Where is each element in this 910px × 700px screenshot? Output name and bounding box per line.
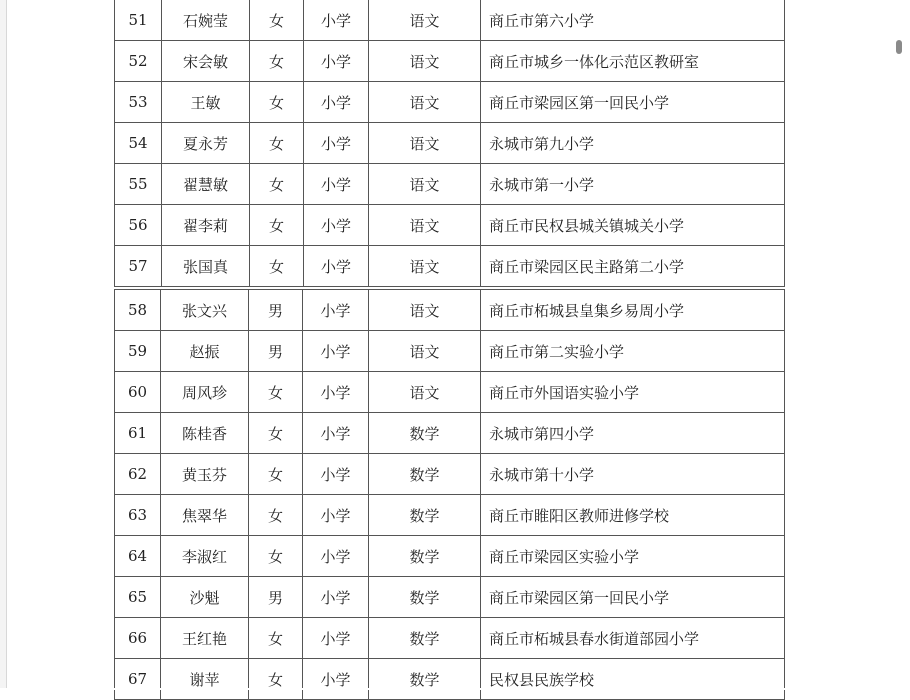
school-level-cell: 小学 xyxy=(303,618,369,659)
school-level-cell: 小学 xyxy=(303,536,369,577)
subject-cell: 语文 xyxy=(369,41,481,82)
gender-cell: 女 xyxy=(249,536,303,577)
work-unit-cell: 商丘市梁园区实验小学 xyxy=(481,536,785,577)
gender-cell: 女 xyxy=(249,659,303,700)
school-level-cell: 小学 xyxy=(304,41,369,82)
row-number-cell: 54 xyxy=(115,123,162,164)
gender-cell: 女 xyxy=(249,495,303,536)
subject-cell: 语文 xyxy=(369,290,481,331)
teacher-name-cell: 张文兴 xyxy=(161,290,249,331)
row-number-cell: 51 xyxy=(115,0,162,41)
table-row xyxy=(115,372,785,413)
work-unit-cell: 永城市第四小学 xyxy=(481,413,785,454)
subject-cell: 语文 xyxy=(369,246,481,287)
school-level-cell: 小学 xyxy=(304,0,369,41)
gender-cell: 女 xyxy=(250,246,304,287)
gender-cell: 女 xyxy=(250,123,304,164)
subject-cell: 数学 xyxy=(369,659,481,700)
subject-cell: 数学 xyxy=(369,536,481,577)
gender-cell: 女 xyxy=(249,413,303,454)
work-unit-cell: 商丘市第二实验小学 xyxy=(481,331,785,372)
row-number-cell: 60 xyxy=(115,372,161,413)
work-unit-cell: 民权县民族学校 xyxy=(481,659,785,700)
row-number-cell: 63 xyxy=(115,495,161,536)
teacher-name-cell: 石婉莹 xyxy=(162,0,250,41)
teacher-name-cell: 夏永芳 xyxy=(162,123,250,164)
gender-cell: 女 xyxy=(250,205,304,246)
subject-cell: 数学 xyxy=(369,413,481,454)
subject-cell: 语文 xyxy=(369,82,481,123)
row-number-cell: 59 xyxy=(115,331,161,372)
teacher-name-cell: 翟慧敏 xyxy=(162,164,250,205)
table-row xyxy=(115,577,785,618)
teacher-name-cell: 焦翠华 xyxy=(161,495,249,536)
school-level-cell: 小学 xyxy=(303,454,369,495)
row-number-cell: 55 xyxy=(115,164,162,205)
work-unit-cell: 永城市第九小学 xyxy=(481,123,785,164)
subject-cell: 数学 xyxy=(369,454,481,495)
gender-cell: 女 xyxy=(249,454,303,495)
row-number-cell: 57 xyxy=(115,246,162,287)
subject-cell: 语文 xyxy=(369,331,481,372)
teacher-name-cell: 李淑红 xyxy=(161,536,249,577)
subject-cell: 语文 xyxy=(369,0,481,41)
table-row xyxy=(115,331,785,372)
gender-cell: 男 xyxy=(249,577,303,618)
gender-cell: 女 xyxy=(250,82,304,123)
work-unit-cell: 商丘市梁园区第一回民小学 xyxy=(481,577,785,618)
school-level-cell: 小学 xyxy=(303,290,369,331)
row-number-cell: 61 xyxy=(115,413,161,454)
work-unit-cell: 商丘市梁园区民主路第二小学 xyxy=(481,246,785,287)
row-number-cell: 53 xyxy=(115,82,162,123)
row-number-cell: 65 xyxy=(115,577,161,618)
table-row xyxy=(115,495,785,536)
teacher-name-cell: 翟李莉 xyxy=(162,205,250,246)
table-row xyxy=(115,123,785,164)
table-row xyxy=(115,659,785,700)
school-level-cell: 小学 xyxy=(304,205,369,246)
table-row xyxy=(115,0,785,41)
table-row xyxy=(115,413,785,454)
school-level-cell: 小学 xyxy=(303,577,369,618)
row-number-cell: 64 xyxy=(115,536,161,577)
table-row xyxy=(115,41,785,82)
work-unit-cell: 商丘市民权县城关镇城关小学 xyxy=(481,205,785,246)
table-row xyxy=(115,205,785,246)
table-row xyxy=(115,536,785,577)
school-level-cell: 小学 xyxy=(303,372,369,413)
row-number-cell: 52 xyxy=(115,41,162,82)
work-unit-cell: 商丘市柘城县皇集乡易周小学 xyxy=(481,290,785,331)
gender-cell: 女 xyxy=(250,164,304,205)
scrollbar-thumb[interactable] xyxy=(896,40,902,54)
school-level-cell: 小学 xyxy=(303,331,369,372)
teacher-name-cell: 谢苹 xyxy=(161,659,249,700)
table-row xyxy=(115,246,785,287)
gender-cell: 女 xyxy=(249,618,303,659)
subject-cell: 数学 xyxy=(369,577,481,618)
subject-cell: 语文 xyxy=(369,205,481,246)
teacher-name-cell: 王红艳 xyxy=(161,618,249,659)
school-level-cell: 小学 xyxy=(304,123,369,164)
table-row xyxy=(115,290,785,331)
school-level-cell: 小学 xyxy=(304,164,369,205)
subject-cell: 数学 xyxy=(369,495,481,536)
row-number-cell: 56 xyxy=(115,205,162,246)
teacher-name-cell: 沙魁 xyxy=(161,577,249,618)
work-unit-cell: 商丘市梁园区第一回民小学 xyxy=(481,82,785,123)
gender-cell: 女 xyxy=(250,41,304,82)
left-page-edge xyxy=(0,0,7,690)
teacher-name-cell: 王敏 xyxy=(162,82,250,123)
table-row xyxy=(115,454,785,495)
work-unit-cell: 商丘市柘城县春水街道部园小学 xyxy=(481,618,785,659)
row-number-cell: 58 xyxy=(115,290,161,331)
row-number-cell: 67 xyxy=(115,659,161,700)
subject-cell: 语文 xyxy=(369,123,481,164)
work-unit-cell: 商丘市睢阳区教师进修学校 xyxy=(481,495,785,536)
teacher-table-block-1 xyxy=(114,0,785,287)
table-row xyxy=(115,82,785,123)
table-row xyxy=(115,618,785,659)
gender-cell: 男 xyxy=(249,290,303,331)
subject-cell: 语文 xyxy=(369,164,481,205)
row-number-cell: 66 xyxy=(115,618,161,659)
subject-cell: 语文 xyxy=(369,372,481,413)
school-level-cell: 小学 xyxy=(304,246,369,287)
work-unit-cell: 商丘市城乡一体化示范区教研室 xyxy=(481,41,785,82)
teacher-table-block-2 xyxy=(114,289,785,700)
teacher-name-cell: 黄玉芬 xyxy=(161,454,249,495)
table-row xyxy=(115,164,785,205)
gender-cell: 男 xyxy=(249,331,303,372)
school-level-cell: 小学 xyxy=(304,82,369,123)
school-level-cell: 小学 xyxy=(303,413,369,454)
school-level-cell: 小学 xyxy=(303,495,369,536)
work-unit-cell: 永城市第一小学 xyxy=(481,164,785,205)
teacher-name-cell: 周风珍 xyxy=(161,372,249,413)
work-unit-cell: 永城市第十小学 xyxy=(481,454,785,495)
teacher-name-cell: 陈桂香 xyxy=(161,413,249,454)
subject-cell: 数学 xyxy=(369,618,481,659)
row-number-cell: 62 xyxy=(115,454,161,495)
teacher-name-cell: 张国真 xyxy=(162,246,250,287)
gender-cell: 女 xyxy=(249,372,303,413)
teacher-name-cell: 宋会敏 xyxy=(162,41,250,82)
gender-cell: 女 xyxy=(250,0,304,41)
work-unit-cell: 商丘市第六小学 xyxy=(481,0,785,41)
teacher-name-cell: 赵振 xyxy=(161,331,249,372)
work-unit-cell: 商丘市外国语实验小学 xyxy=(481,372,785,413)
school-level-cell: 小学 xyxy=(303,659,369,700)
